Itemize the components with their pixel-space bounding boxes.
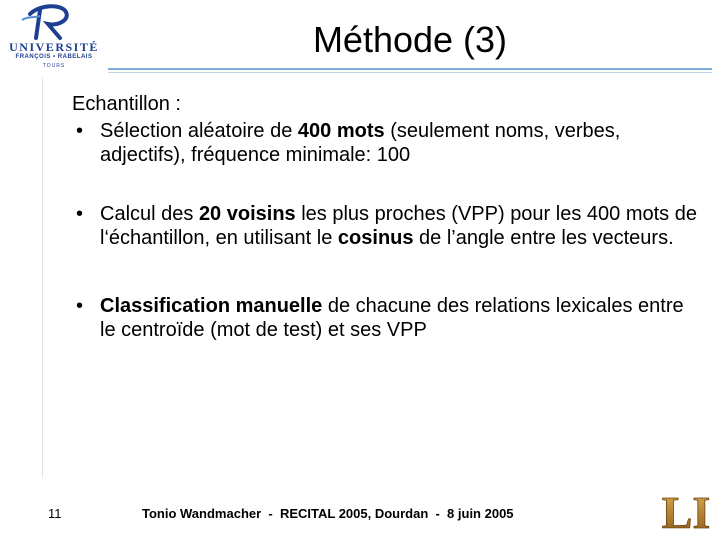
title-divider-secondary — [108, 72, 712, 73]
bullet-item-sampling — [72, 119, 702, 167]
bullet-item-classification — [72, 294, 702, 342]
bullet-item-neighbours — [72, 202, 702, 250]
bullet-text-emphasis: cosinus — [337, 227, 414, 249]
bullet-text-emphasis: 20 voisins — [198, 203, 296, 225]
bullet-text-segment: Sélection aléatoire de — [100, 120, 298, 142]
bullet-text-emphasis: Classification manuelle — [100, 295, 323, 317]
bullet-marker: • — [76, 120, 84, 142]
bullet-text — [100, 203, 697, 249]
bullet-text-segment: (seulement noms, verbes, adjectifs), fréquence minimale: 100 — [100, 120, 621, 166]
bullet-text-segment: les plus proches (VPP) pour les 400 mots de l‘échantillon, en utilisant le — [100, 203, 697, 249]
slide-content — [72, 92, 702, 342]
slide-title: Méthode (3) — [312, 19, 508, 60]
university-emblem-icon — [0, 0, 108, 42]
li-logo-text: LI — [661, 487, 711, 534]
slide-footer — [0, 500, 720, 530]
title-divider — [108, 68, 712, 70]
li-logo-icon — [658, 486, 714, 534]
footer-text: Tonio Wandmacher - RECITAL 2005, Dourdan - 8 juin 2005 — [142, 506, 514, 521]
bullet-text-segment: Calcul des — [100, 203, 199, 225]
left-margin-line — [42, 78, 43, 478]
page-number: 11 — [48, 506, 62, 521]
bullet-text-segment: de chacune des relations lexicales entre le centroïde (mot de test) et ses VPP — [100, 295, 684, 341]
bullet-text — [100, 295, 684, 341]
logo-text-universite: UNIVERSITÉ — [9, 40, 99, 54]
bullet-marker: • — [76, 203, 84, 225]
logo-text-rabelais: FRANÇOIS • RABELAIS — [15, 54, 93, 60]
content-heading: Echantillon : — [72, 93, 181, 115]
university-logo — [0, 0, 108, 78]
logo-text-tours: TOURS — [42, 63, 66, 69]
bullet-text — [100, 120, 620, 166]
bullet-text-segment: de l’angle entre les vecteurs. — [413, 227, 674, 249]
bullet-marker: • — [76, 295, 84, 317]
bullet-text-emphasis: 400 mots — [297, 120, 385, 142]
